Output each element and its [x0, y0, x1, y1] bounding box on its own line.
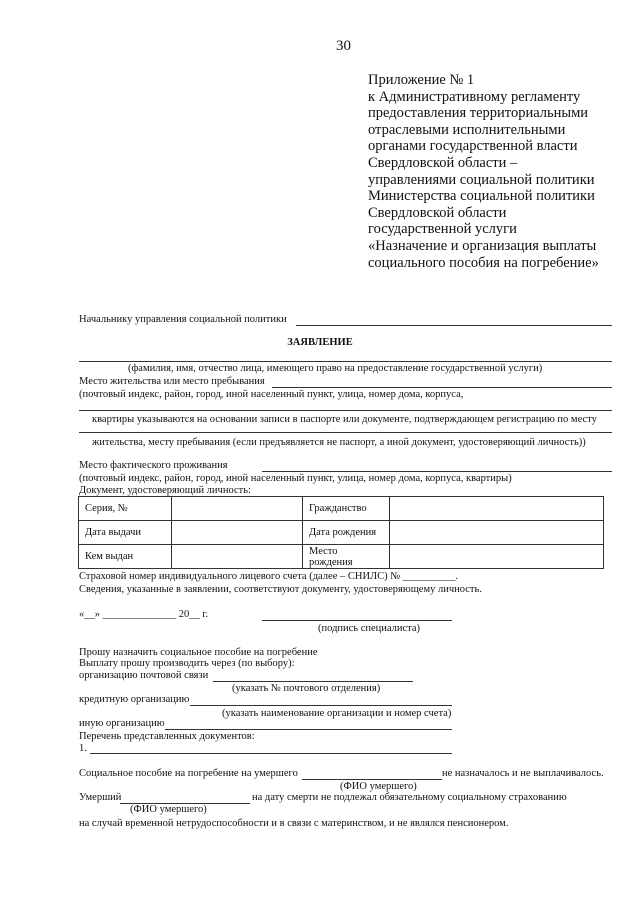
request-line: Прошу назначить социальное пособие на погребение [79, 647, 318, 658]
birth-place-label: Место рождения [303, 545, 390, 569]
actual-residence-hint: (почтовый индекс, район, город, иной населенный пункт, улица, номер дома, корпуса, квартиры) [79, 473, 512, 484]
postal-hint: (указать № почтового отделения) [232, 683, 381, 694]
insurance-tail: на дату смерти не подлежал обязательному социальному страхованию [252, 792, 567, 803]
appendix-line: управлениями социальной политики [368, 171, 595, 188]
appendix-line: Приложение № 1 [368, 72, 475, 88]
citizenship-label: Гражданство [303, 497, 390, 521]
appendix-line: Министерства социальной политики [368, 188, 595, 205]
residence-label: Место жительства или место пребывания [79, 376, 265, 387]
table-row [79, 497, 604, 521]
date-line: «__» ______________ 20__ г. [79, 609, 209, 620]
table-row [79, 521, 604, 545]
credit-field[interactable] [190, 705, 452, 706]
signature-field[interactable] [262, 620, 452, 621]
appendix-line: к Административному регламенту [368, 88, 581, 105]
payment-line: Выплату прошу производить через (по выбору): [79, 658, 295, 669]
appendix-line: государственной услуги [368, 221, 517, 238]
documents-field[interactable] [90, 753, 452, 754]
birth-place-field[interactable] [390, 545, 604, 569]
citizenship-field[interactable] [390, 497, 604, 521]
addressee-field[interactable] [296, 325, 612, 326]
snils-line: Страховой номер индивидуального лицевого счета (далее – СНИЛС) № __________. [79, 571, 459, 582]
credit-hint: (указать наименование организации и номер счета) [222, 708, 452, 719]
appendix-line: Свердловской области [368, 204, 507, 221]
issued-by-field[interactable] [172, 545, 303, 569]
residence-field-2[interactable] [79, 410, 612, 411]
series-label: Серия, № [79, 497, 172, 521]
issued-by-label: Кем выдан [79, 545, 172, 569]
deceased-hint-2: (ФИО умершего) [130, 804, 207, 815]
id-document-table [78, 496, 604, 569]
appendix-line: Свердловской области – [368, 154, 518, 171]
postal-field[interactable] [213, 681, 413, 682]
not-paid-label: Социальное пособие на погребение на умершего [79, 768, 298, 779]
deceased-label: Умерший [79, 792, 122, 803]
credit-label: кредитную организацию [79, 694, 190, 705]
appendix-line: предоставления территориальными [368, 105, 589, 122]
deceased-hint: (ФИО умершего) [340, 781, 417, 792]
issue-date-field[interactable] [172, 521, 303, 545]
final-line: на случай временной нетрудоспособности и в связи с материнством, и не являлся пенсионером. [79, 818, 509, 829]
addressee-label: Начальнику управления социальной политики [79, 314, 287, 325]
appendix-header [368, 72, 630, 271]
birth-date-label: Дата рождения [303, 521, 390, 545]
id-document-label: Документ, удостоверяющий личность: [79, 485, 251, 496]
deceased-name-field[interactable] [302, 779, 442, 780]
postal-label: организацию почтовой связи [79, 670, 209, 681]
documents-item: 1. [79, 743, 87, 754]
applicant-name-field[interactable] [79, 361, 612, 362]
confirm-line: Сведения, указанные в заявлении, соответствуют документу, удостоверяющему личность. [79, 584, 482, 595]
appendix-line: органами государственной власти [368, 138, 578, 155]
not-paid-tail: не назначалось и не выплачивалось. [442, 768, 604, 779]
residence-hint: (почтовый индекс, район, город, иной населенный пункт, улица, номер дома, корпуса, [79, 389, 464, 400]
other-field[interactable] [165, 729, 452, 730]
form-title: ЗАЯВЛЕНИЕ [287, 337, 353, 348]
residence-hint-3: жительства, месту пребывания (если предъявляется не паспорт, а иной документ, удостоверяющий личность)) [92, 437, 586, 448]
residence-hint-2: квартиры указываются на основании записи в паспорте или документе, подтверждающем регистрацию по месту [92, 414, 597, 425]
signature-hint: (подпись специалиста) [318, 623, 421, 634]
documents-label: Перечень представленных документов: [79, 731, 255, 742]
actual-residence-label: Место фактического проживания [79, 460, 228, 471]
actual-residence-field[interactable] [262, 471, 612, 472]
residence-field[interactable] [272, 387, 612, 388]
appendix-line: социального пособия на погребение» [368, 254, 599, 271]
table-row [79, 545, 604, 569]
applicant-hint: (фамилия, имя, отчество лица, имеющего право на предоставление государственной услуги) [128, 363, 543, 374]
series-field[interactable] [172, 497, 303, 521]
appendix-line: отраслевыми исполнительными [368, 121, 566, 138]
appendix-line: «Назначение и организация выплаты [368, 237, 597, 254]
other-label: иную организацию [79, 718, 165, 729]
page-number: 30 [336, 38, 351, 54]
birth-date-field[interactable] [390, 521, 604, 545]
issue-date-label: Дата выдачи [79, 521, 172, 545]
residence-field-3[interactable] [79, 432, 612, 433]
